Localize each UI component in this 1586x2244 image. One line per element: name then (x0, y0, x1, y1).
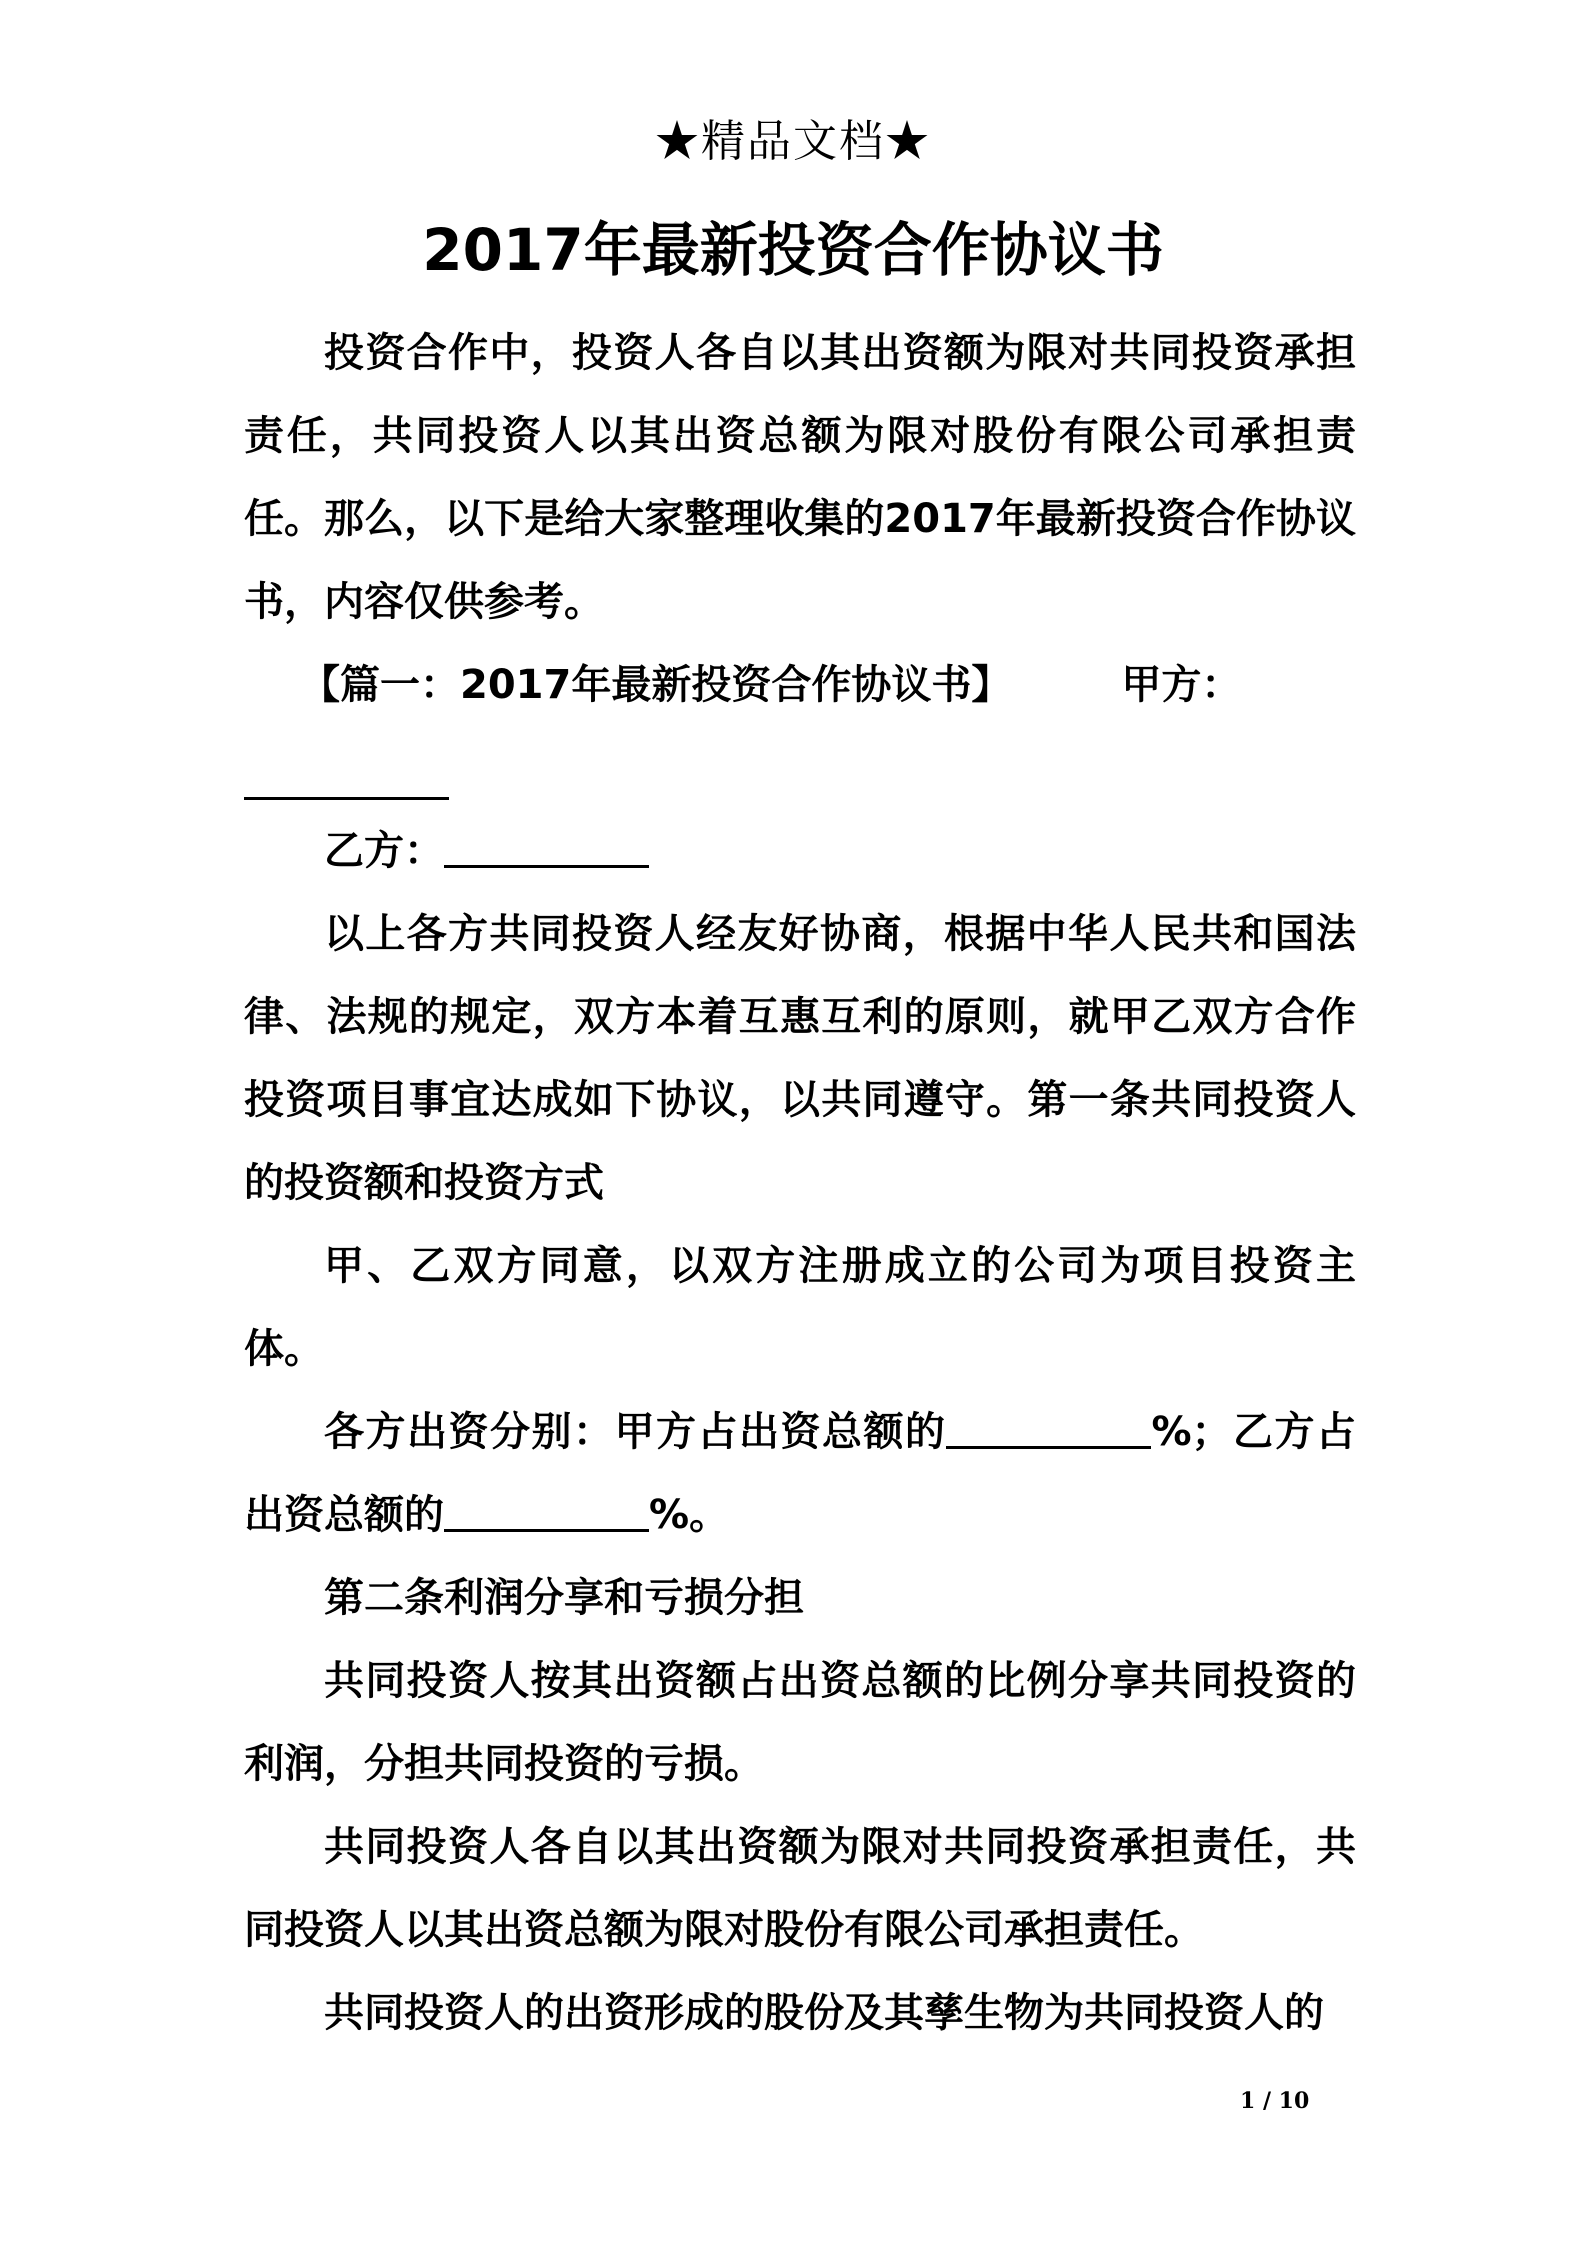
party-a-blank-line (244, 727, 1356, 810)
page-title: 2017年最新投资合作协议书 (422, 216, 1164, 284)
paragraph-investment-entity: 甲、乙双方同意，以双方注册成立的公司为项目投资主体。 (244, 1243, 1356, 1372)
paragraph-liability: 共同投资人各自以其出资额为限对共同投资承担责任，共同投资人以其出资总额为限对股份有限公司承担责任。 (244, 1824, 1356, 1953)
intro-paragraph: 投资合作中，投资人各自以其出资额为限对共同投资承担责任，共同投资人以其出资总额为限对股份有限公司承担责任。那么，以下是给大家整理收集的2017年最新投资合作协议书，内容仅供参考。 (244, 330, 1356, 625)
paragraph-consultation: 以上各方共同投资人经友好协商，根据中华人民共和国法律、法规的规定，双方本着互惠互利的原则，就甲乙双方合作投资项目事宜达成如下协议，以共同遵守。第一条共同投资人的投资额和投资方式 (244, 911, 1356, 1206)
party-a-label: 甲方： (1121, 662, 1242, 708)
party-b-blank (444, 825, 649, 868)
paragraph-shares: 共同投资人的出资形成的股份及其孳生物为共同投资人的 (324, 1990, 1324, 2036)
party-a-blank (244, 757, 449, 800)
contribution-text-b: %；乙方占出资总额的 (244, 1409, 1357, 1538)
paragraph-contribution (244, 1391, 1356, 1557)
party-a-share-blank (946, 1406, 1151, 1449)
section-heading: 【篇一：2017年最新投资合作协议书】 (300, 662, 1012, 708)
section-heading-row (244, 644, 1356, 727)
party-b-label: 乙方： (324, 828, 444, 874)
contribution-text-c: %。 (649, 1492, 730, 1538)
page-number: 1 / 10 (1240, 2088, 1310, 2114)
party-b-line (244, 810, 1356, 893)
article-two-heading: 第二条利润分享和亏损分担 (324, 1575, 804, 1621)
contribution-text-a: 各方出资分别：甲方占出资总额的 (324, 1409, 947, 1455)
paragraph-profit-sharing: 共同投资人按其出资额占出资总额的比例分享共同投资的利润，分担共同投资的亏损。 (244, 1658, 1356, 1787)
document-header: ★精品文档★ (655, 116, 931, 167)
document-body (244, 312, 1356, 2055)
party-b-share-blank (444, 1489, 649, 1532)
